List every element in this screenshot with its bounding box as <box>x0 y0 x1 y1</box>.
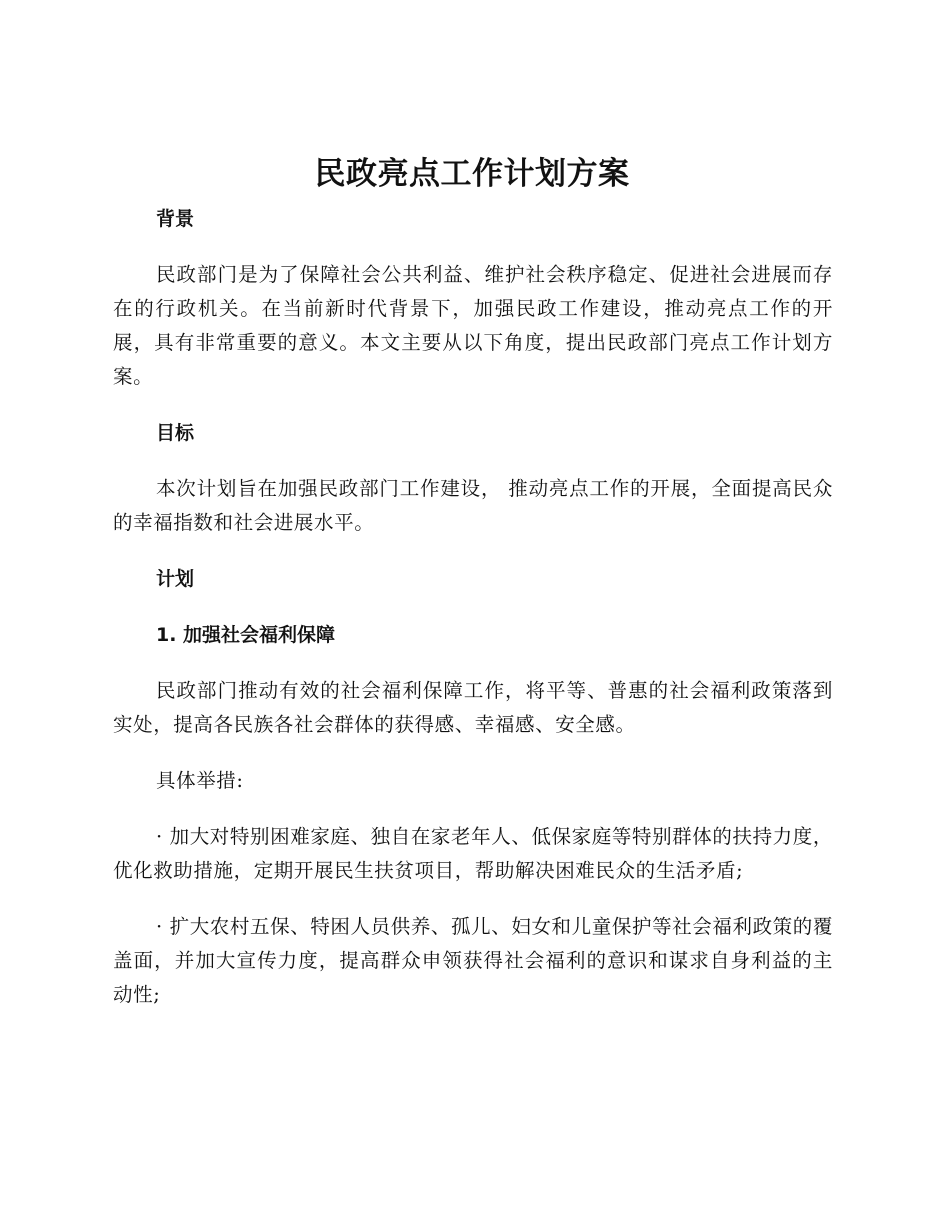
plan-item-1-heading: 1. 加强社会福利保障 <box>156 624 336 646</box>
goal-paragraph: 本次计划旨在加强民政部门工作建设， 推动亮点工作的开展，全面提高民众的幸福指数和社会进展水平。 <box>113 477 833 534</box>
section-heading-plan: 计划 <box>156 568 195 590</box>
plan-item-1-paragraph: 民政部门推动有效的社会福利保障工作，将平等、普惠的社会福利政策落到实处，提高各民族各社会群体的获得感、幸福感、安全感。 <box>113 679 833 736</box>
section-heading-goal: 目标 <box>156 422 195 444</box>
section-heading-background: 背景 <box>156 208 195 230</box>
background-paragraph: 民政部门是为了保障社会公共利益、维护社会秩序稳定、促进社会进展而存在的行政机关。在当前新时代背景下，加强民政工作建设，推动亮点工作的开展，具有非常重要的意义。本文主要从以下角度，提出民政部门亮点工作计划方案。 <box>113 263 833 388</box>
document-title: 民政亮点工作计划方案 <box>314 156 630 192</box>
measures-label: 具体举措: <box>156 769 244 792</box>
measure-bullet-item: · 加大对特别困难家庭、独自在家老年人、低保家庭等特别群体的扶持力度，优化救助措施，定期开展民生扶贫项目，帮助解决困难民众的生活矛盾; <box>113 825 833 882</box>
document-page <box>113 148 833 1012</box>
measure-bullet-item: · 扩大农村五保、特困人员供养、孤儿、妇女和儿童保护等社会福利政策的覆盖面，并加大宣传力度，提高群众申领获得社会福利的意识和谋求自身利益的主动性; <box>113 915 833 1006</box>
